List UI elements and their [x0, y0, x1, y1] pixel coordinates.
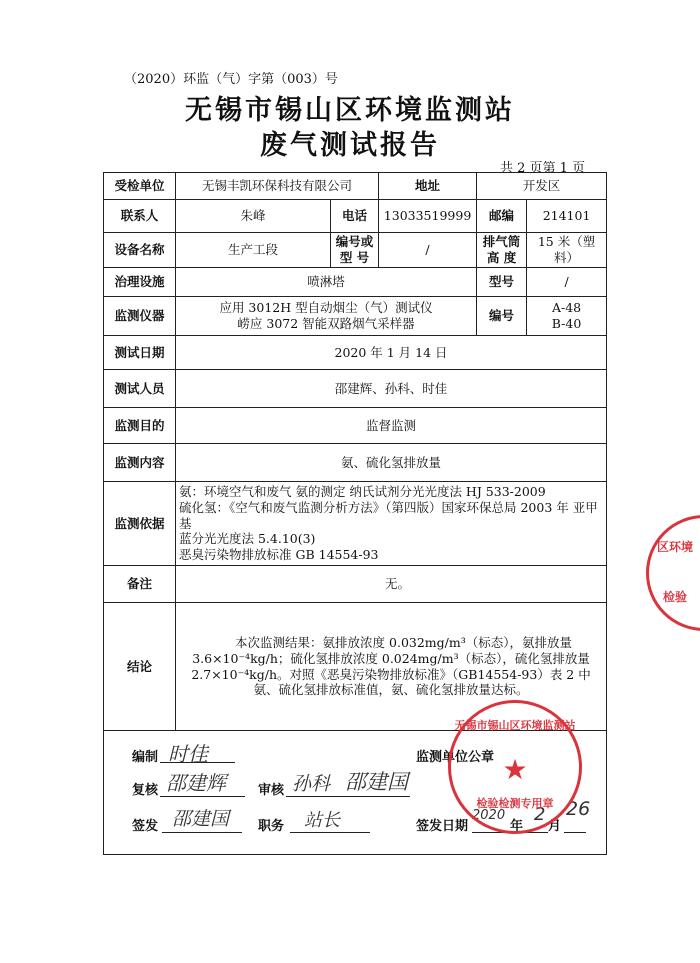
- issuer-signature: 邵建国: [172, 808, 230, 830]
- contact-label: 联系人: [104, 200, 176, 233]
- postcode-label: 邮编: [477, 200, 527, 233]
- address-value: 开发区: [477, 173, 607, 200]
- treatment-value: 喷淋塔: [176, 268, 477, 297]
- position-signature: 站长: [304, 810, 340, 831]
- compiler-label: 编制: [132, 750, 159, 765]
- address-label: 地址: [379, 173, 477, 200]
- issue-year: 2020: [472, 808, 506, 823]
- compiler-line: [160, 762, 235, 763]
- equipment-value: 生产工段: [176, 233, 331, 268]
- phone-label: 电话: [331, 200, 379, 233]
- basis-line-1: 氨：环境空气和废气 氨的测定 纳氏试剂分光光度法 HJ 533-2009: [179, 484, 546, 500]
- postcode-value: 214101: [527, 200, 607, 233]
- test-staff-label: 测试人员: [104, 370, 176, 408]
- equipment-label: 设备名称: [104, 233, 176, 268]
- content-value: 氨、硫化氢排放量: [176, 444, 607, 482]
- purpose-value: 监督监测: [176, 408, 607, 444]
- treatment-label: 治理设施: [104, 268, 176, 297]
- reviewer-signature: 邵建辉: [166, 771, 226, 795]
- inspection-seal: 无锡市锡山区环境监测站 ★ 检验检测专用章: [448, 700, 582, 834]
- reviewer-line: [160, 796, 245, 797]
- content-label: 监测内容: [104, 444, 176, 482]
- auditor-label: 审核: [258, 783, 285, 798]
- partial-seal: 区环境 检验: [646, 515, 700, 631]
- model-no-label: 编号或 型 号: [331, 233, 379, 268]
- model-no-value: /: [379, 233, 477, 268]
- auditor-line: [286, 796, 410, 797]
- conclusion-label: 结论: [104, 603, 176, 731]
- issue-date-label: 签发日期: [416, 819, 469, 834]
- purpose-label: 监测目的: [104, 408, 176, 444]
- organization-title: 无锡市锡山区环境监测站: [185, 95, 515, 126]
- instrument-no-value: A-48 B-40: [527, 297, 607, 336]
- basis-line-3: 蓝分光光度法 5.4.10(3): [179, 531, 316, 547]
- type-label: 型号: [477, 268, 527, 297]
- issuer-line: [162, 832, 242, 833]
- phone-value: 13033519999: [379, 200, 477, 233]
- basis-line-2: 硫化氢：《空气和废气监测分析方法》（第四版）国家环保总局 2003 年 亚甲基: [179, 500, 598, 531]
- position-line: [290, 832, 370, 833]
- auditor-signature: 孙科: [292, 773, 331, 795]
- month-char: 月: [548, 819, 562, 834]
- stack-height-value: 15 米（塑料）: [527, 233, 607, 268]
- test-date-value: 2020 年 1 月 14 日: [176, 336, 607, 370]
- basis-label: 监测依据: [104, 482, 176, 566]
- seal-label: 监测单位公章: [416, 750, 495, 765]
- type-value: /: [527, 268, 607, 297]
- client-label: 受检单位: [104, 173, 176, 200]
- remark-label: 备注: [104, 566, 176, 603]
- contact-value: 朱峰: [176, 200, 331, 233]
- issue-day: 26: [566, 798, 591, 820]
- report-title: 废气测试报告: [260, 130, 440, 161]
- client-value: 无锡丰凯环保科技有限公司: [176, 173, 379, 200]
- test-staff-value: 邵建辉、孙科、时佳: [176, 370, 607, 408]
- page-count: 共 2 页第 1 页: [500, 161, 586, 176]
- stack-height-label: 排气筒 高 度: [477, 233, 527, 268]
- position-label: 职务: [258, 819, 285, 834]
- document-number: （2020）环监（气）字第（003）号: [124, 72, 338, 87]
- auditor-signature-2: 邵建国: [345, 770, 408, 794]
- issue-month: 2: [534, 804, 546, 825]
- reviewer-label: 复核: [132, 783, 159, 798]
- conclusion-text: 本次监测结果：氨排放浓度 0.032mg/m³（标态），氨排放量 3.6×10⁻⁴kg/h；硫化氢排放浓度 0.024mg/m³（标态），硫化氢排放量 2.7×10⁻⁴kg/h。对照《恶臭污染物排放标准》（GB14554-93）表 2 中氨、硫化氢排放标准值，氨、硫化氢排放量达标。: [176, 603, 607, 731]
- basis-value: [176, 482, 607, 566]
- instrument-value: 应用 3012H 型自动烟尘（气）测试仪 崂应 3072 智能双路烟气采样器: [176, 297, 477, 336]
- remark-value: 无。: [176, 566, 607, 603]
- instrument-no-label: 编号: [477, 297, 527, 336]
- test-date-label: 测试日期: [104, 336, 176, 370]
- year-char: 年: [510, 819, 524, 834]
- compiler-signature: 时佳: [168, 742, 208, 766]
- issuer-label: 签发: [132, 819, 159, 834]
- basis-line-4: 恶臭污染物排放标准 GB 14554-93: [179, 546, 379, 562]
- issue-day-line: [564, 832, 586, 833]
- instrument-label: 监测仪器: [104, 297, 176, 336]
